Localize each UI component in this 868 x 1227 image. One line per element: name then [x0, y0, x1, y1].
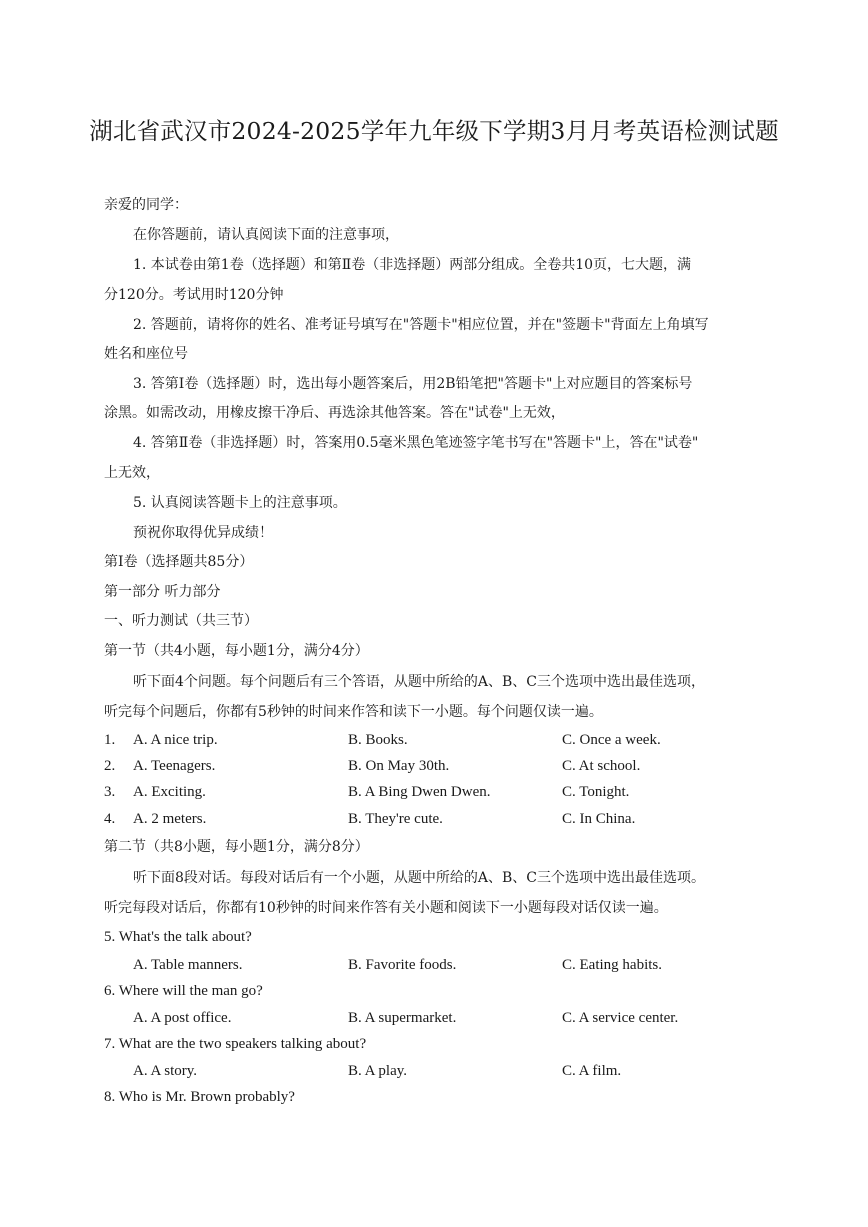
section2-header: 第二节（共8小题，每小题1分，满分8分）	[104, 839, 369, 855]
greeting: 亲爱的同学：	[104, 197, 188, 213]
section1-header: 第一节（共4小题，每小题1分，满分4分）	[104, 643, 369, 659]
option-c: C. Tonight.	[562, 784, 630, 800]
option-c: C. At school.	[562, 758, 641, 774]
option-a: A. Exciting.	[133, 784, 206, 800]
note-4-line-1: 4. 答第Ⅱ卷（非选择题）时，答案用0.5毫米黑色笔迹签字笔书写在"答题卡"上，答在"试卷"	[133, 435, 699, 451]
question-number: 4.	[104, 811, 116, 827]
part1-subheader: 第一部分 听力部分	[104, 584, 221, 600]
note-2-line-1: 2. 答题前，请将你的姓名、准考证号填写在"答题卡"相应位置，并在"签题卡"背面左上角填写	[133, 317, 709, 333]
question-text: 8. Who is Mr. Brown probably?	[104, 1089, 295, 1105]
part1-header: 第Ⅰ卷（选择题共85分）	[104, 554, 254, 570]
option-b: B. Favorite foods.	[348, 957, 457, 973]
page-title: 湖北省武汉市2024-2025学年九年级下学期3月月考英语检测试题	[89, 117, 779, 145]
question-number: 2.	[104, 758, 116, 774]
question-text: 7. What are the two speakers talking about?	[104, 1036, 367, 1052]
question-text: 5. What's the talk about?	[104, 929, 252, 945]
note-5: 5. 认真阅读答题卡上的注意事项。	[133, 495, 347, 511]
question-number: 1.	[104, 732, 116, 748]
section1-instruction-line-1: 听下面4个问题。每个问题后有三个答语，从题中所给的A、B、C三个选项中选出最佳选项，	[133, 674, 706, 690]
option-b: B. Books.	[348, 732, 408, 748]
note-3-line-2: 涂黑。如需改动，用橡皮擦干净后、再选涂其他答案。答在"试卷"上无效，	[104, 405, 565, 421]
note-1-line-1: 1. 本试卷由第1卷（选择题）和第Ⅱ卷（非选择题）两部分组成。全卷共10页，七大题，满	[133, 257, 692, 273]
option-c: C. A service center.	[562, 1010, 679, 1026]
option-c: C. Once a week.	[562, 732, 661, 748]
option-c: C. Eating habits.	[562, 957, 662, 973]
note-4-line-2: 上无效，	[104, 465, 160, 481]
section2-instruction-line-1: 听下面8段对话。每段对话后有一个小题，从题中所给的A、B、C三个选项中选出最佳选项。	[133, 870, 706, 886]
note-3-line-1: 3. 答第Ⅰ卷（选择题）时，选出每小题答案后，用2B铅笔把"答题卡"上对应题目的答案标号	[133, 376, 693, 392]
option-b: B. A supermarket.	[348, 1010, 457, 1026]
option-b: B. A play.	[348, 1063, 408, 1079]
option-a: A. A post office.	[133, 1010, 232, 1026]
intro-text: 在你答题前，请认真阅读下面的注意事项，	[133, 227, 399, 243]
option-b: B. A Bing Dwen Dwen.	[348, 784, 491, 800]
option-a: A. 2 meters.	[133, 811, 207, 827]
section2-instruction-line-2: 听完每段对话后，你都有10秒钟的时间来作答有关小题和阅读下一小题每段对话仅读一遍。	[104, 900, 668, 916]
note-1-line-2: 分120分。考试用时120分钟	[104, 287, 284, 303]
question-text: 6. Where will the man go?	[104, 983, 263, 999]
option-a: A. A story.	[133, 1063, 198, 1079]
note-2-line-2: 姓名和座位号	[104, 346, 188, 362]
wish-text: 预祝你取得优异成绩！	[133, 525, 273, 541]
option-b: B. On May 30th.	[348, 758, 450, 774]
option-c: C. In China.	[562, 811, 636, 827]
option-c: C. A film.	[562, 1063, 622, 1079]
question-number: 3.	[104, 784, 116, 800]
section-title: 一、听力测试（共三节）	[104, 613, 258, 629]
option-a: A. Teenagers.	[133, 758, 216, 774]
option-a: A. Table manners.	[133, 957, 243, 973]
option-b: B. They're cute.	[348, 811, 443, 827]
option-a: A. A nice trip.	[133, 732, 218, 748]
section1-instruction-line-2: 听完每个问题后，你都有5秒钟的时间来作答和读下一小题。每个问题仅读一遍。	[104, 704, 603, 720]
